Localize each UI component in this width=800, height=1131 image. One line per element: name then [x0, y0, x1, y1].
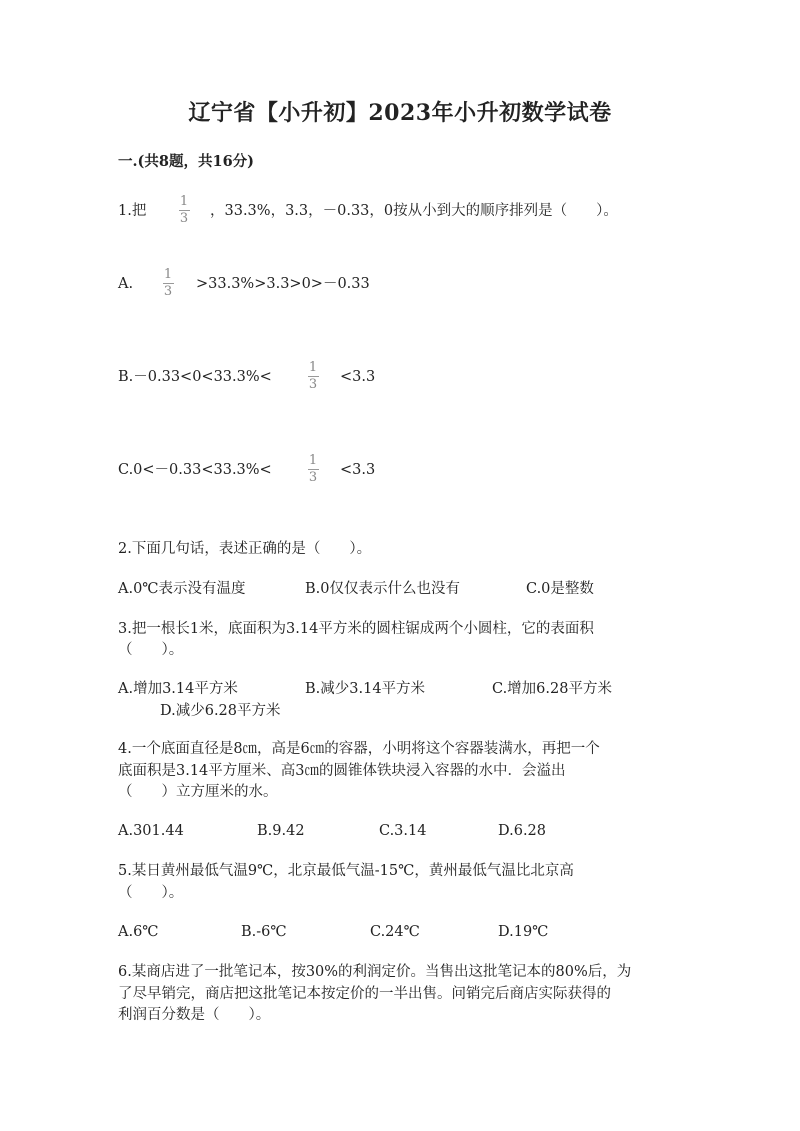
q3-stem-line1: 3.把一根长1米，底面积为3.14平方米的圆柱锯成两个小圆柱，它的表面积 — [118, 621, 594, 637]
q3-option-c[interactable]: C.增加6.28平方米 — [492, 681, 612, 697]
fraction-one-third: 1 3 — [308, 360, 318, 392]
q3-option-b[interactable]: B.减少3.14平方米 — [305, 681, 426, 697]
q1-option-b-tail[interactable]: <3.3 — [340, 369, 376, 385]
q6-stem-line3: 利润百分数是（ ）。 — [118, 1007, 271, 1023]
fraction-one-third: 1 3 — [163, 267, 173, 299]
fraction-denominator: 3 — [179, 211, 189, 226]
q4-stem-line3: （ ）立方厘米的水。 — [118, 784, 278, 800]
q2-option-c[interactable]: C.0是整数 — [526, 581, 594, 597]
q1-option-a-label[interactable]: A. — [118, 276, 134, 292]
q1-option-c-text[interactable]: C.0<－0.33<33.3%< — [118, 462, 272, 478]
q3-option-a[interactable]: A.增加3.14平方米 — [118, 681, 238, 697]
q1-option-c-tail[interactable]: <3.3 — [340, 462, 376, 478]
q6-stem-line2: 了尽早销完，商店把这批笔记本按定价的一半出售。问销完后商店实际获得的 — [118, 986, 611, 1002]
fraction-one-third — [176, 195, 192, 226]
section-heading: 一.(共8题，共16分) — [118, 153, 255, 170]
q1-stem-text: ，33.3%，3.3，－0.33，0按从小到大的顺序排列是（ ）。 — [210, 203, 618, 219]
q5-option-d[interactable]: D.19℃ — [498, 924, 549, 940]
q1-stem-prefix: 1.把 — [118, 203, 147, 219]
q2-option-a[interactable]: A.0℃表示没有温度 — [118, 581, 246, 597]
page-title: 辽宁省【小升初】2023年小升初数学试卷 — [188, 100, 612, 126]
q4-option-d[interactable]: D.6.28 — [498, 823, 547, 839]
q3-option-d[interactable]: D.减少6.28平方米 — [160, 703, 281, 719]
q2-option-b[interactable]: B.0仅仅表示什么也没有 — [305, 581, 460, 597]
q5-option-c[interactable]: C.24℃ — [370, 924, 420, 940]
fraction-numerator: 1 — [179, 194, 189, 209]
q2-stem: 2.下面几句话，表述正确的是（ ）。 — [118, 541, 372, 557]
fraction-one-third: 1 3 — [308, 453, 318, 485]
q4-stem-line1: 4.一个底面直径是8㎝，高是6㎝的容器，小明将这个容器装满水，再把一个 — [118, 741, 600, 757]
q5-stem-line1: 5.某日黄州最低气温9℃，北京最低气温-15℃，黄州最低气温比北京高 — [118, 863, 574, 879]
q4-option-a[interactable]: A.301.44 — [118, 823, 184, 839]
q5-option-a[interactable]: A.6℃ — [118, 924, 159, 940]
q4-stem-line2: 底面积是3.14平方厘米、高3㎝的圆锥体铁块浸入容器的水中．会溢出 — [118, 763, 566, 779]
q4-option-c[interactable]: C.3.14 — [379, 823, 427, 839]
q5-option-b[interactable]: B.-6℃ — [241, 924, 287, 940]
q1-option-a-text[interactable]: >33.3%>3.3>0>－0.33 — [196, 276, 370, 292]
q6-stem-line1: 6.某商店进了一批笔记本，按30%的利润定价。当售出这批笔记本的80%后，为 — [118, 964, 632, 980]
q3-stem-line2: （ ）。 — [118, 642, 184, 658]
q5-stem-line2: （ ）。 — [118, 885, 184, 901]
q4-option-b[interactable]: B.9.42 — [257, 823, 305, 839]
q1-option-b-text[interactable]: B.－0.33<0<33.3%< — [118, 369, 272, 385]
